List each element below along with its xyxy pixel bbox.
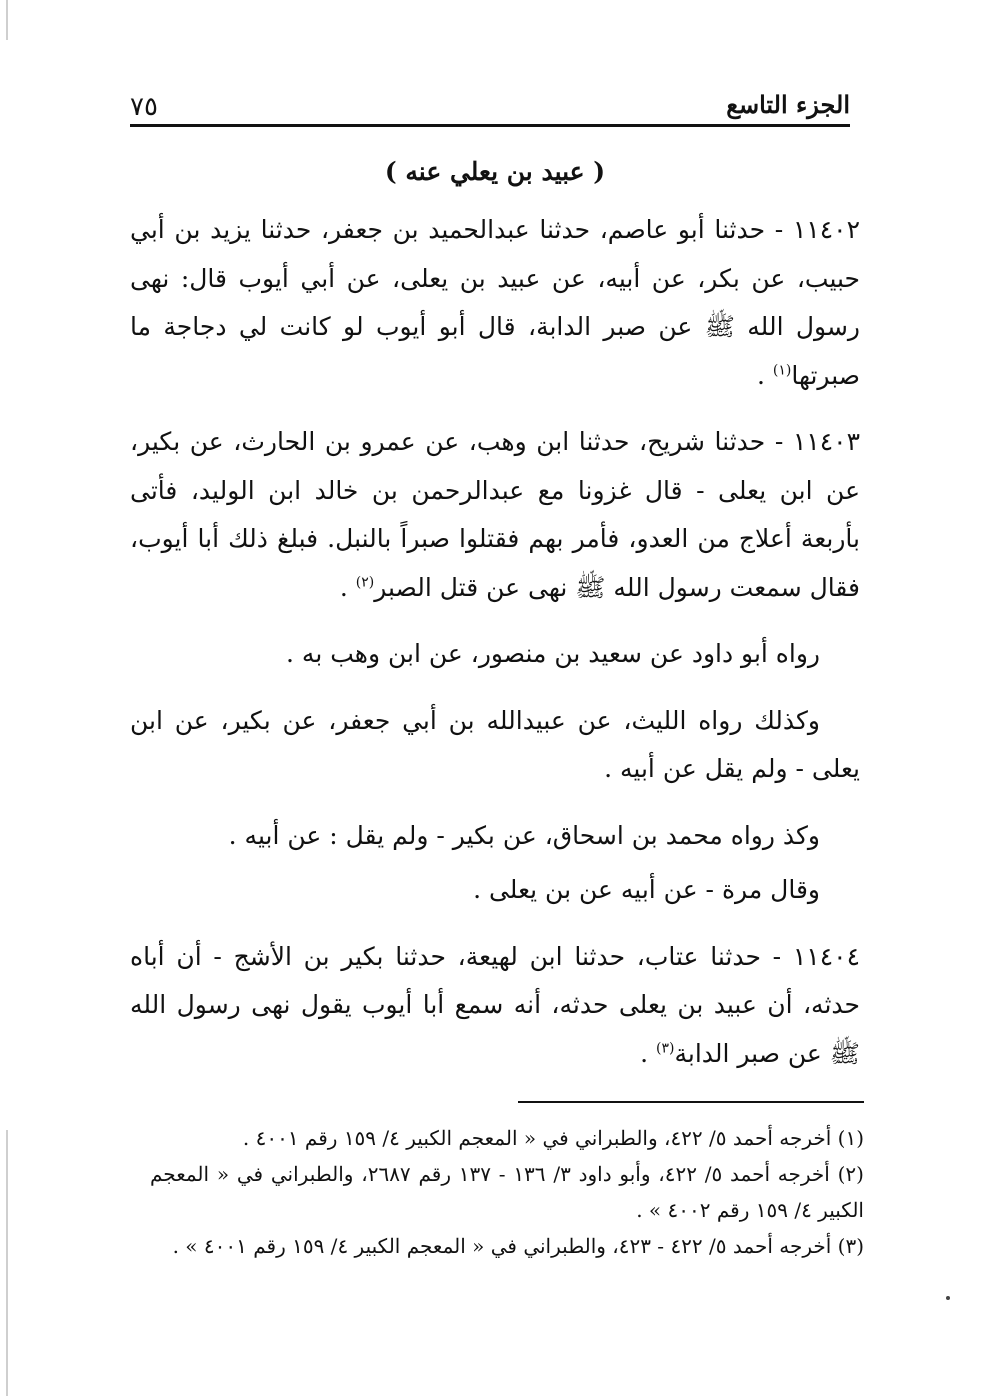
scan-dot [946,1296,950,1300]
footnote-ref-3: (٣) [655,1040,675,1057]
hadith-11404 [130,933,860,1079]
period: . [339,572,356,602]
section-heading: ( عبيد بن يعلي عنه ) [384,157,606,186]
page-edge-mark [6,1130,8,1396]
period: . [640,1038,656,1068]
main-text [130,148,860,1096]
narration-note-1: رواه أبو داود عن سعيد بن منصور، عن ابن وهب به . [286,639,820,668]
period: . [756,360,773,390]
hadith-11404-text: ١١٤٠٤ - حدثنا عتاب، حدثنا ابن لهيعة، حدثنا بكير بن الأشج - أن أباه حدثه، أن عبيد بن يعلى حدثه، أنه سمع أبا أيوب يقول نهى رسول الله ﷺ عن صبر الدابة [130,941,860,1068]
hadith-11402-text: ١١٤٠٢ - حدثنا أبو عاصم، حدثنا عبدالحميد بن جعفر، حدثنا يزيد بن أبي حبيب، عن بكر، عن أبيه، عن عبيد بن يعلى، عن أبي أيوب قال: نهى رسول الله ﷺ عن صبر الدابة، قال أبو أيوب لو كانت لي دجاجة ما صبرتها [130,215,860,390]
footnote-ref-1: (١) [772,362,792,379]
page-number: ٧٥ [130,92,158,122]
header-rule [130,124,850,127]
narration-note-3: وكذ رواه محمد بن اسحاق، عن بكير - ولم يقل : عن أبيه . [228,820,820,850]
footnote-rule [518,1101,864,1103]
hadith-11403-text: ١١٤٠٣ - حدثنا شريح، حدثنا ابن وهب، عن عمرو بن الحارث، عن بكير، عن ابن يعلى - قال غزونا مع عبدالرحمن بن خالد ابن الوليد، فأتى بأربعة أعلاج من العدو، فأمر بهم فقتلوا صبراً بالنبل. فبلغ ذلك أبا أيوب، فقال سمعت رسول الله ﷺ نهى عن قتل الصبر [130,427,860,602]
page-edge-mark [6,0,8,40]
running-title: الجزء التاسع [726,90,850,119]
narration-note-4: وقال مرة - عن أبيه عن بن يعلى . [473,875,820,904]
narration-note-2: وكذلك رواه الليث، عن عبيدالله بن أبي جعفر، عن بكير، عن ابن يعلى - ولم يقل عن أبيه . [130,705,860,783]
footnote-1: (١) أخرجه أحمد ٥/ ٤٢٢، والطبراني في « المعجم الكبير ٤/ ١٥٩ رقم ٤٠٠١ . [242,1126,864,1150]
hadith-11403 [130,418,860,612]
footnote-ref-2: (٢) [355,574,375,591]
hadith-11402 [130,206,860,400]
footnote-3: (٣) أخرجه أحمد ٥/ ٤٢٢ - ٤٢٣، والطبراني في « المعجم الكبير ٤/ ١٥٩ رقم ٤٠٠١ » . [172,1234,864,1258]
footnote-2: (٢) أخرجه أحمد ٥/ ٤٢٢، وأبو داود ٣/ ١٣٦ - ١٣٧ رقم ٢٦٨٧، والطبراني في « المعجم الكبير ٤/ ١٥٩ رقم ٤٠٠٢ » . [150,1162,864,1222]
page-header [130,82,850,126]
footnotes [150,1120,864,1264]
